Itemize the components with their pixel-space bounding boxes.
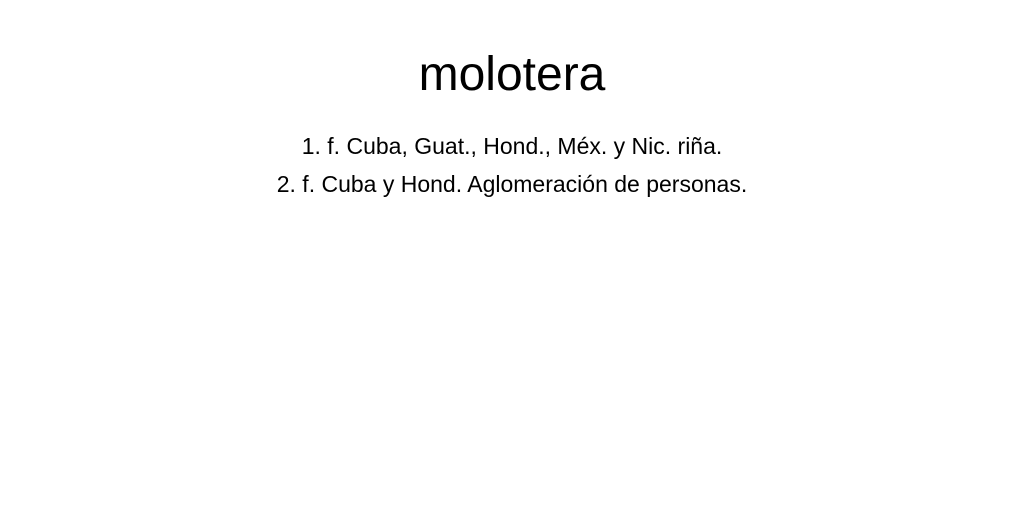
definition-list [0, 127, 1024, 203]
definition-item-2: 2. f. Cuba y Hond. Aglomeración de personas. [276, 171, 748, 197]
dictionary-entry [0, 0, 1024, 203]
definition-item-1: 1. f. Cuba, Guat., Hond., Méx. y Nic. riña. [301, 133, 723, 159]
headword-title: molotera [418, 48, 606, 101]
